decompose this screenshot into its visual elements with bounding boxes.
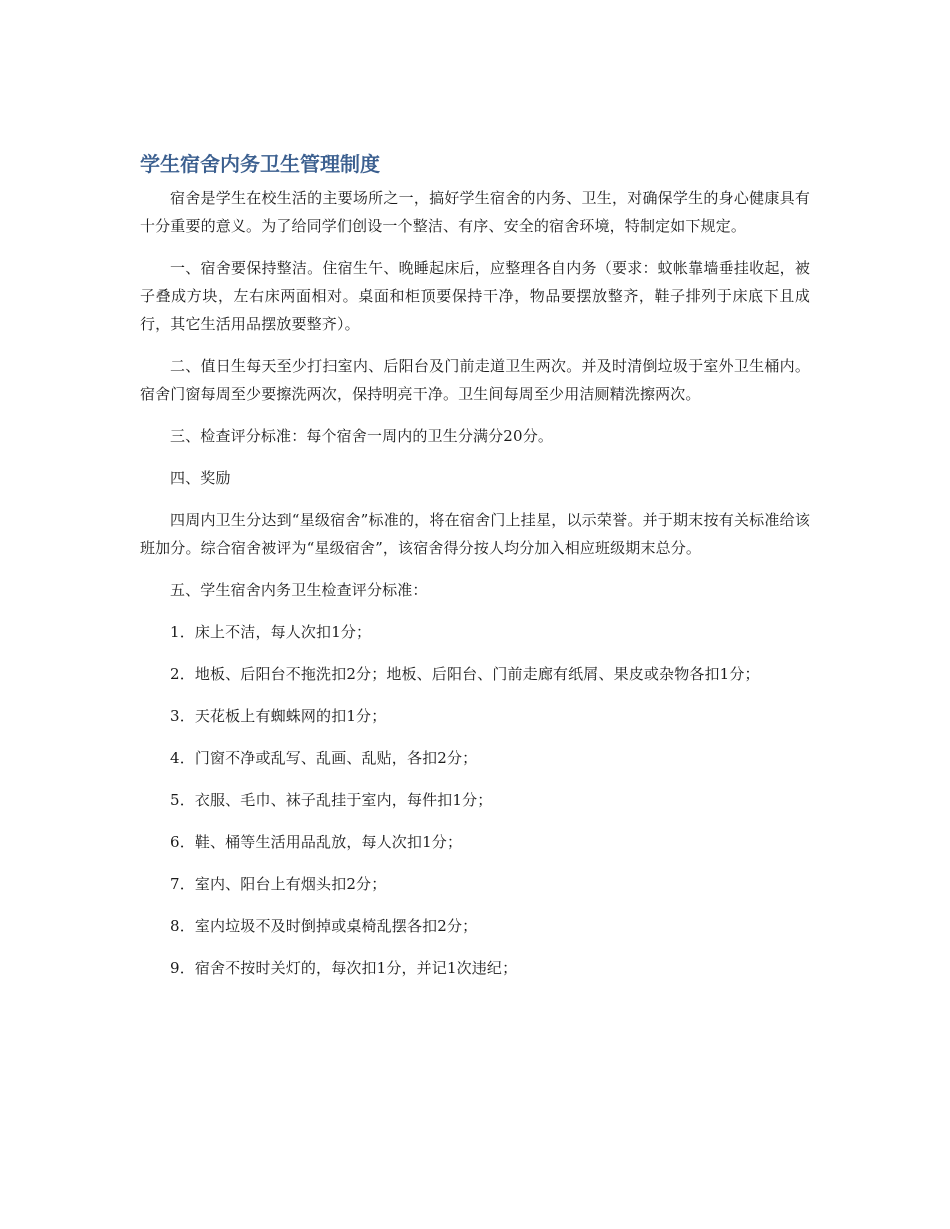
reward-paragraph: 四周内卫生分达到“星级宿舍”标准的，将在宿舍门上挂星，以示荣誉。并于期末按有关标准给该班加分。综合宿舍被评为“星级宿舍”，该宿舍得分按人均分加入相应班级期末总分。: [140, 511, 810, 557]
criteria-item-1: 1．床上不洁，每人次扣1分；: [170, 623, 372, 641]
criteria-item-6: 6．鞋、桶等生活用品乱放，每人次扣1分；: [170, 833, 463, 851]
rule-one-paragraph: 一、宿舍要保持整洁。住宿生午、晚睡起床后，应整理各自内务（要求：蚊帐靠墙垂挂收起，被子叠成方块，左右床两面相对。桌面和柜顶要保持干净，物品要摆放整齐，鞋子排列于床底下且成行，其它生活用品摆放要整齐）。: [140, 259, 810, 333]
criteria-item-5: 5．衣服、毛巾、袜子乱挂于室内，每件扣1分；: [170, 791, 493, 809]
rule-two-paragraph: 二、值日生每天至少打扫室内、后阳台及门前走道卫生两次。并及时清倒垃圾于室外卫生桶内。宿舍门窗每周至少要擦洗两次，保持明亮干净。卫生间每周至少用洁厕精洗擦两次。: [140, 357, 810, 403]
rule-three-paragraph: 三、检查评分标准：每个宿舍一周内的卫生分满分20分。: [170, 427, 553, 445]
criteria-item-7: 7．室内、阳台上有烟头扣2分；: [170, 875, 387, 893]
intro-paragraph: 宿舍是学生在校生活的主要场所之一，搞好学生宿舍的内务、卫生，对确保学生的身心健康具有十分重要的意义。为了给同学们创设一个整洁、有序、安全的宿舍环境，特制定如下规定。: [140, 189, 810, 235]
criteria-item-9: 9．宿舍不按时关灯的，每次扣1分，并记1次违纪；: [170, 959, 518, 977]
criteria-item-4: 4．门窗不净或乱写、乱画、乱贴，各扣2分；: [170, 749, 478, 767]
criteria-item-3: 3．天花板上有蜘蛛网的扣1分；: [170, 707, 387, 725]
document-body: [140, 150, 810, 996]
document-title: 学生宿舍内务卫生管理制度: [140, 152, 380, 176]
criteria-item-8: 8．室内垃圾不及时倒掉或桌椅乱摆各扣2分；: [170, 917, 478, 935]
rule-four-heading: 四、奖励: [170, 469, 231, 487]
rule-five-heading: 五、学生宿舍内务卫生检查评分标准：: [170, 581, 428, 599]
criteria-item-2: 2．地板、后阳台不拖洗扣2分；地板、后阳台、门前走廊有纸屑、果皮或杂物各扣1分；: [170, 665, 760, 683]
